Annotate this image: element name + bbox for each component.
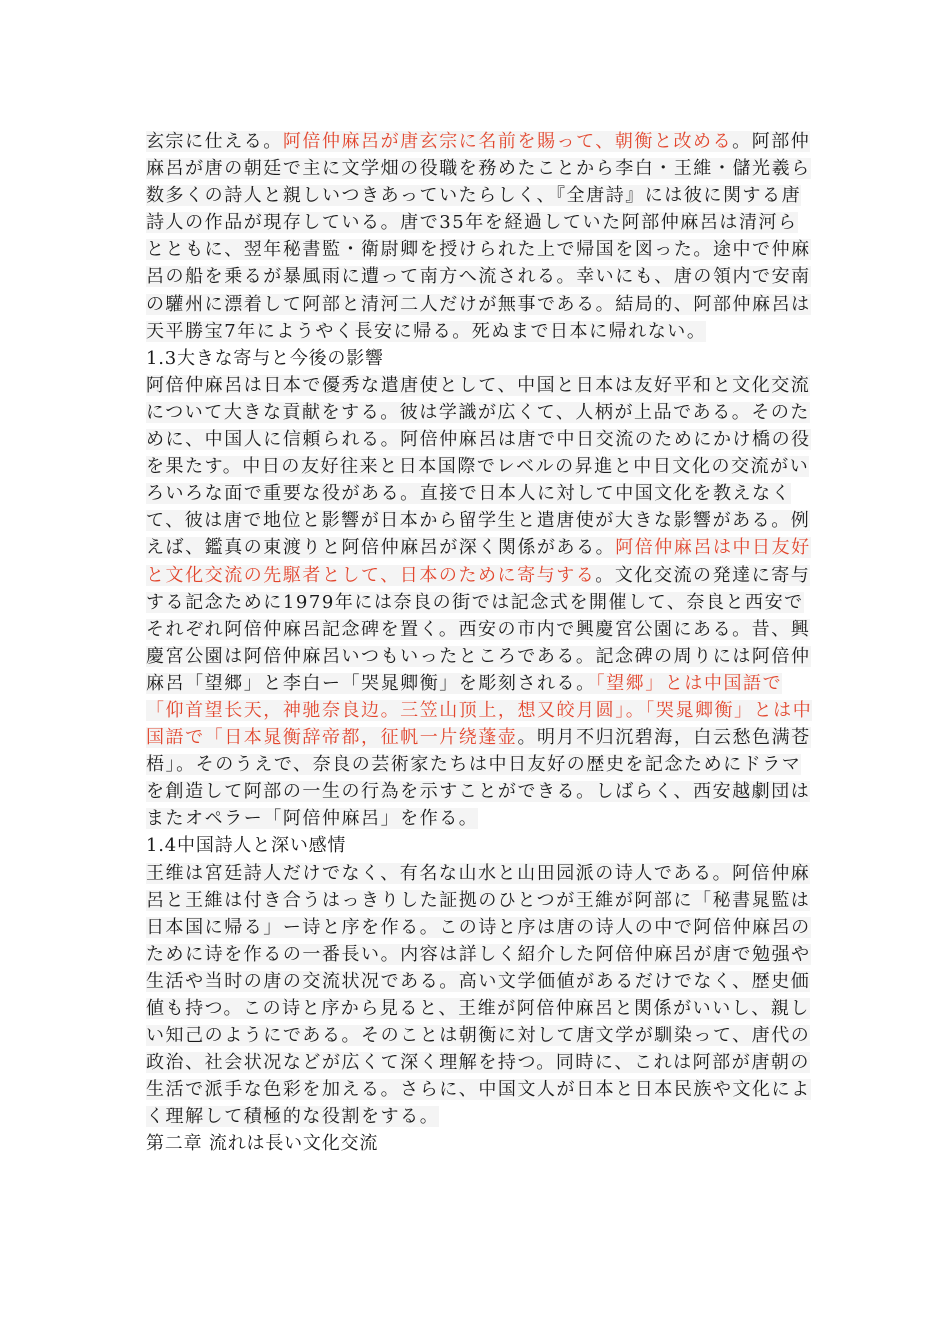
text-run: 王维は宮廷詩人だけでなく、有名な山水と山田园派の诗人である。阿倍仲麻呂と王維は付き合うはっきりした証拠のひとつが王維が阿部に「秘書晁監は日本国に帰る」ー诗と序を作る。この诗と序は唐の诗人の中で阿倍仲麻呂のために诗を作るの一番長い。内容は詳しく紹介した阿倍仲麻呂が唐で勉强や生活や当时の唐の交流状况である。高い文学価値があるだけでなく、歴史価値も持つ。この诗と序から見ると、王维が阿倍仲麻呂と関係がいいし、親しい知己のようにである。そのことは朝衡に対して唐文学が馴染って、唐代の政治、社会状况などが広くて深く理解を持つ。同時に、これは阿部が唐朝の生活で派手な色彩を加える。さらに、中国文人が日本と日本民族や文化によく理解して積極的な役割をする。 <box>146 862 811 1128</box>
section-heading-1-4 <box>146 832 816 859</box>
document-body <box>146 128 816 1158</box>
paragraph-3 <box>146 860 816 1131</box>
heading-text: 第二章 流れは長い文化交流 <box>146 1133 379 1155</box>
section-heading-1-3 <box>146 345 816 372</box>
highlighted-text-run: 阿倍仲麻呂は中日友好と文化交流の先駆者として、日本のために寄与する <box>146 537 811 586</box>
highlighted-text-run: 「望郷」とは中国語で「仰首望长天，神驰奈良边。三笠山顶上，想又皎月圆」。「哭晁卿衡」とは中国語で「日本晁衡辞帝都，征帆一片绕蓬壶 <box>146 672 813 749</box>
text-run: 。文化交流の発達に寄与する記念ために1979年には奈良の街では記念式を開催して、奈良と西安でそれぞれ阿倍仲麻呂記念碑を置く。西安の市内で興慶宮公園にある。昔、興慶宮公園は阿倍仲麻呂いつもいったところである。記念碑の周りには阿倍仲麻呂「望郷」と李白ー「哭晁卿衡」を彫刻される。 <box>146 564 811 694</box>
text-run: 。阿部仲麻呂が唐の朝廷で主に文学畑の役職を務めたことから李白・王維・儲光羲ら数多くの詩人と親しいつきあっていたらしく、『全唐詩』には彼に関する唐詩人の作品が現存している。唐で35年を経過していた阿部仲麻呂は清河らとともに、翌年秘書監・衛尉卿を授けられた上で帰国を図った。途中で仲麻呂の船を乗るが暴風雨に遭って南方へ流される。幸いにも、唐の領内で安南の驩州に漂着して阿部と清河二人だけが無事である。結局的、阿部仲麻呂は天平勝宝7年にようやく長安に帰る。死ぬまで日本に帰れない。 <box>146 131 811 342</box>
text-run: 玄宗に仕える。 <box>146 131 283 152</box>
text-run: 阿倍仲麻呂は日本で優秀な遣唐使として、中国と日本は友好平和と文化交流について大きな貢献をする。彼は学識が広くて、人柄が上品である。そのために、中国人に信頼られる。阿倍仲麻呂は唐で中日交流のためにかけ橋の役を果たす。中日の友好往来と日本国際でレベルの昇進と中日文化の交流がいろいろな面で重要な役がある。直接で日本人に対して中国文化を教えなくて、彼は唐で地位と影響が日本から留学生と遣唐使が大きな影響がある。例えば、鑑真の東渡りと阿倍仲麻呂が深く関係がある。 <box>146 374 811 559</box>
heading-text: 1.3大きな寄与と今後の影響 <box>146 347 384 369</box>
highlighted-text-run: 阿倍仲麻呂が唐玄宗に名前を賜って、朝衡と改める <box>282 131 733 152</box>
paragraph-1 <box>146 128 816 345</box>
heading-text: 1.4中国詩人と深い感情 <box>146 835 347 857</box>
paragraph-2 <box>146 372 816 833</box>
chapter-heading-2 <box>146 1130 816 1157</box>
text-run: 。明月不归沉碧海，白云愁色满苍梧」。そのうえで、奈良の芸術家たちは中日友好の歴史を記念ためにドラマを創造して阿部の一生の行為を示すことができる。しばらく、西安越劇団はまたオペラー「阿倍仲麻呂」を作る。 <box>146 727 811 830</box>
